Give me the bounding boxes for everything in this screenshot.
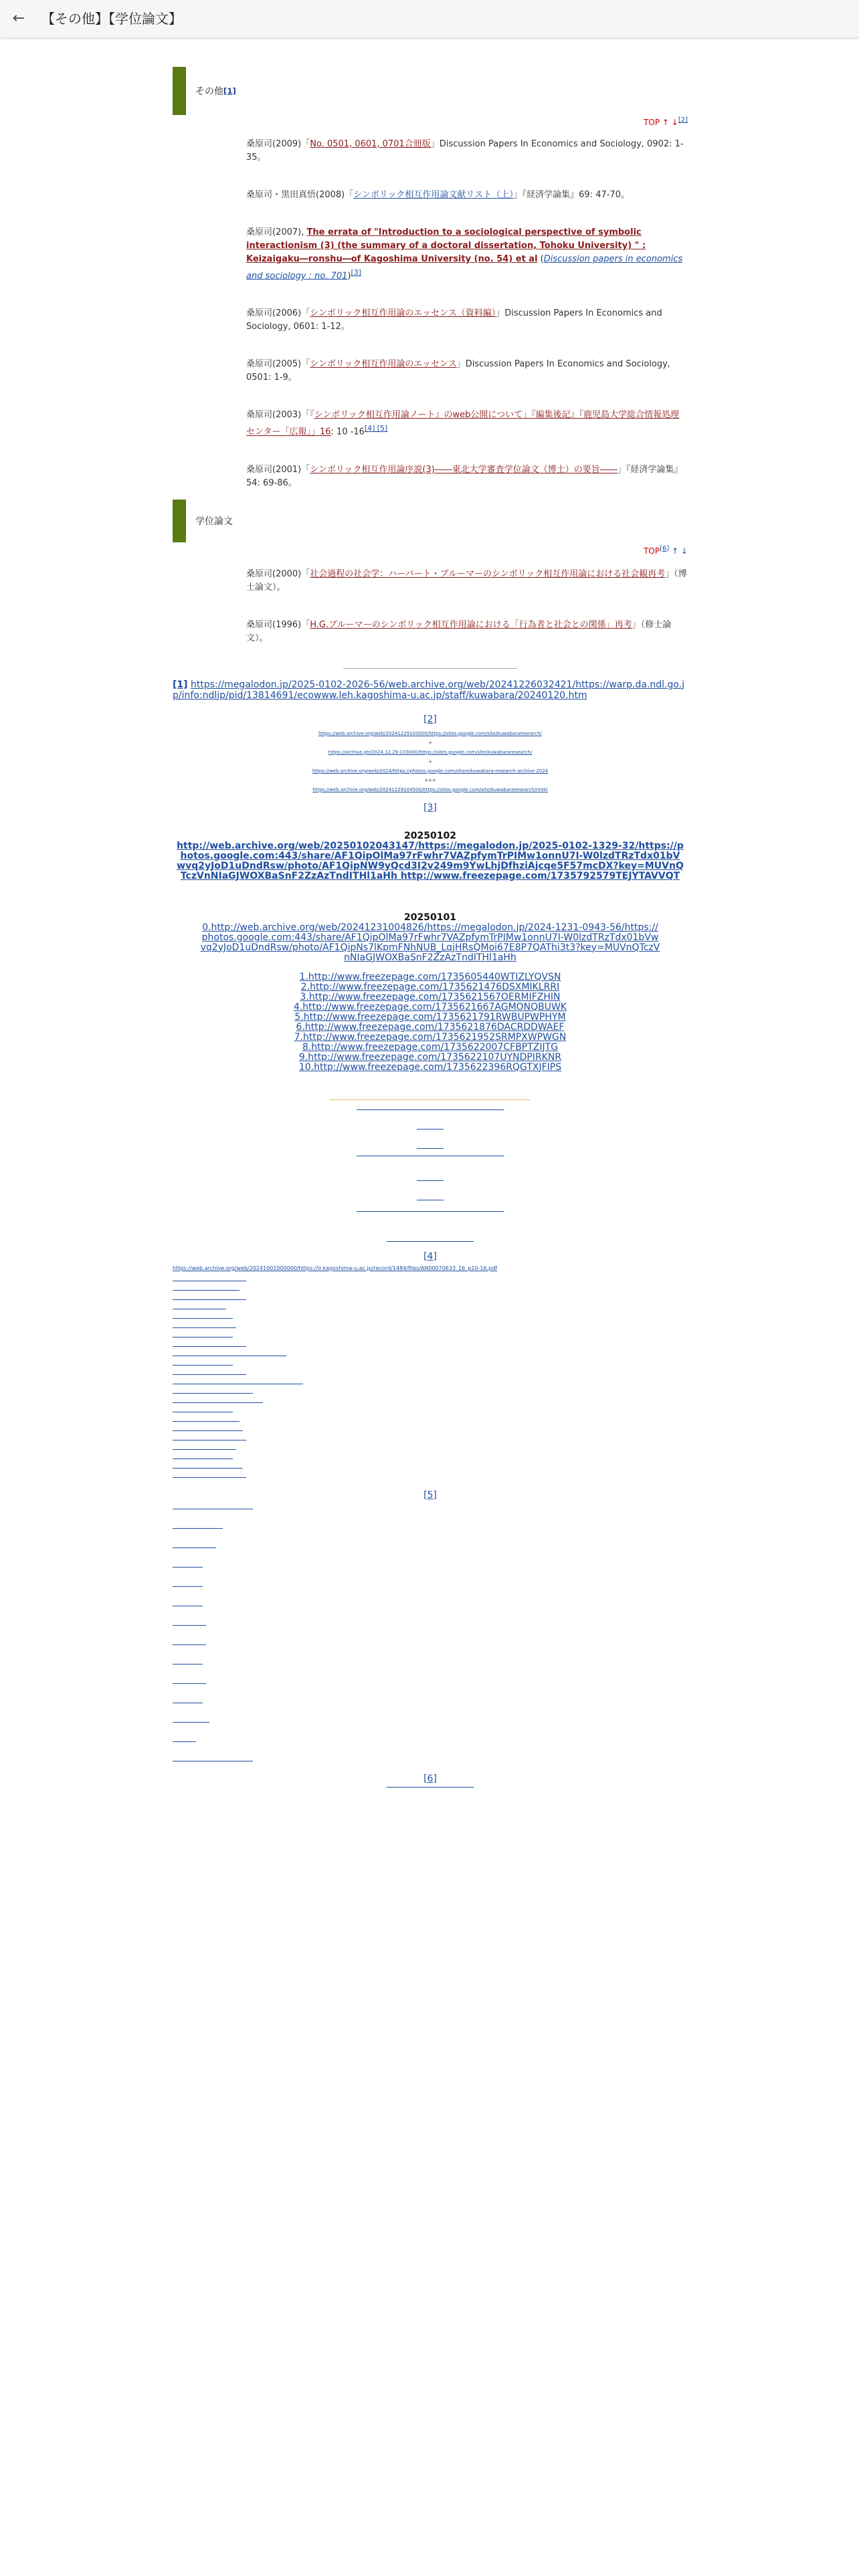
footnote-1-link[interactable]: https://megalodon.jp/2025-0102-2026-56/web.archive.org/web/20241226032421/https://warp.da.ndl.go.jp/info:ndljp/pid/13814691/ecowww.leh.kagoshima-u.ac.jp/staff/kuwabara/20240120.htm [173,679,685,701]
link-bar[interactable] [173,1683,206,1684]
entry-citation: 」（修士論文）。 [246,619,672,643]
link-bar[interactable] [173,1664,203,1665]
link-bar[interactable] [173,1374,246,1375]
date-label: 20250102 [404,830,456,841]
footnote-4 [173,1251,688,1478]
list-item[interactable]: 4.http://www.freezepage.com/1735621667AGMONQBUWK [293,1001,567,1012]
entry-link[interactable]: H.G.ブルーマーのシンボリック相互作用論における「行為者と社会との関係」再考 [310,619,632,630]
footnote-backlink-1[interactable]: [1] [173,679,188,690]
list-item [246,463,688,490]
footnote-ref-4-5[interactable]: [4] [5] [364,424,388,433]
list-item[interactable]: 6.http://www.freezepage.com/1735621876DACRDDWAEF [296,1021,565,1033]
link-bar[interactable] [173,1625,206,1626]
link-bars [173,1281,688,1478]
entry-link[interactable]: シンボリック相互作用論序説(3)――東北大学審査学位論文（博士）の要旨―― [310,464,617,475]
archive-link[interactable]: 0.http://web.archive.org/web/20241231004826/https://megalodon.jp/2024-1231-0943-56/https://photos.google.com:443/share/AF1QipOlMa97rFwhr7VAZpfymTrPIMw1onnU7I-W0lzdTRzTdx01bVwvq2yJoD1uDndRsw/photo/AF1QipNs7lKpmFNhNUB_LqjHRsQMoi67E8P7QAThi3t3?key=MUVnQTczVnNIaGJWOXBaSnF2ZzAzTndITHl1aHh [200,922,660,963]
link-bar[interactable] [387,1241,474,1242]
section-heading-other [173,67,688,115]
app-bar [0,0,859,38]
link-bar[interactable] [173,1586,203,1587]
link-bar[interactable] [173,1346,246,1347]
footnote-ref-2[interactable]: [2] [678,116,688,124]
archive-link[interactable]: https://web.archive.org/web/20241001000000/https://ir.kagoshima-u.ac.jp/record/1484/files/AN00070633_16_p10-16.pdf [173,1265,498,1271]
link-bar[interactable] [173,1318,233,1319]
list-item [246,138,688,165]
list-item[interactable]: 2.http://www.freezepage.com/1735621476DSXMIKLRRI [300,981,560,992]
section-title: その他 [195,86,223,97]
archive-link[interactable]: https://web.archive.org/web/20241229103000/https://sites.google.com/site/kuwabararesearch/ [318,730,542,736]
entry-list [173,138,688,490]
entry-citation: 」（博士論文）。 [246,568,687,593]
footnote-2-links: https://web.archive.org/web/20241229103000/https://sites.google.com/site/kuwabararesearch/ + https://archive.ph/2024.12.29-103000/https://sites.google.com/site/kuwabararesearch/ + https://web.archive.org/web/2024/https://photos.google.com/share/kuwabara-research-archive-2024 +++ https://web.archive.org/web/20241229104500/https://sites.google.com/site/kuwabararesearch/rireki [173,729,688,794]
link-bars [173,1509,688,1761]
link-bar[interactable] [387,1787,474,1788]
list-item[interactable]: 3.http://www.freezepage.com/1735621567OERMIFZHIN [300,991,561,1002]
link-bar[interactable] [173,1402,263,1403]
link-bar[interactable] [417,1148,444,1149]
link-bars [173,1109,688,1242]
entry-author: 桑原司(2009)「 [246,139,310,149]
entry-citation: 」Discussion Papers In Economics and Sociology, 0601: 1-12。 [246,308,662,332]
freezepage-list [173,972,688,1073]
section-title: 学位論文 [195,516,233,527]
footnote-ref-3[interactable]: [3] [351,268,361,277]
entry-link[interactable]: シンボリック相互作用論ノート』のweb公開について」『編集後記』『鹿児島大学総合情報処理センター「広報」」16 [246,410,680,437]
list-item[interactable]: 1.http://www.freezepage.com/1735605440WTIZLYQVSN [299,971,561,982]
entry-author: 桑原司(2006)「 [246,308,310,319]
link-bar[interactable] [173,1290,240,1291]
plain-archive-block [199,923,661,963]
divider [330,1099,531,1100]
link-bar[interactable] [173,1528,223,1529]
entry-link[interactable]: No. 0501, 0601, 0701合冊版 [310,139,431,149]
link-bar[interactable] [173,1567,203,1568]
entry-citation: : 10 -16 [330,427,365,437]
footnote-3 [173,802,688,1242]
footnote-ref-6[interactable]: [6] [660,544,670,552]
entry-author: 桑原司(2007), [246,227,307,237]
entry-series-link[interactable]: Discussion papers in economics and sociology : no. 701 [246,254,683,282]
nav-arrows: ↑ ↓ [669,546,688,556]
top-nav [173,116,688,127]
top-link[interactable]: TOP ↑ ↓ [644,118,678,127]
list-item [246,358,688,385]
entry-link[interactable]: 社会過程の社会学：ハーバート・ブルーマーのシンボリック相互作用論における社会観再考 [310,568,666,579]
list-item [246,568,688,595]
page-title: 【その他】【学位論文】 [41,11,182,27]
link-bar[interactable] [173,1477,246,1478]
entry-author: 桑原司(2000)「 [246,568,310,579]
entry-author: 桑原司(1996)「 [246,619,310,630]
entry-link[interactable]: The errata of "Introduction to a sociological perspective of symbolic interactionism (3) (the summary of a doctoral dissertation, Tohoku University) " : Keizaigaku―ronshu―of Kagoshima University (no. 54) et al [246,227,646,264]
footnote-2 [173,714,688,794]
entry-link[interactable]: シンボリック相互作用論のエッセンス [310,359,457,370]
list-item [246,619,688,645]
entry-citation: 」Discussion Papers In Economics and Sociology, 0501: 1-9。 [246,359,670,383]
footnote-backlink-6[interactable]: [6] [423,1773,437,1784]
archive-link[interactable]: https://web.archive.org/web/20241229104500/https://sites.google.com/site/kuwabararesearch/rireki [312,786,548,792]
link-bar[interactable] [173,1449,236,1450]
list-item[interactable]: 7.http://www.freezepage.com/1735621952SRMPXWPWGN [294,1031,567,1043]
link-bar[interactable] [173,1430,243,1431]
link-bar[interactable] [173,1421,240,1422]
entry-citation: 」Discussion Papers In Economics and Sociology, 0902: 1-35。 [246,139,684,163]
link-bar[interactable] [417,1180,444,1181]
arrow-left-icon[interactable]: ← [12,10,25,27]
link-bar[interactable] [417,1129,444,1130]
list-item [246,409,688,439]
main-content [173,67,688,1788]
entry-citation: 」『経済学論集』54: 69-86。 [246,464,683,488]
footnote-ref-1[interactable]: [1] [223,86,236,96]
link-bar[interactable] [173,1393,253,1394]
link-bar[interactable] [173,1365,233,1366]
entry-author: 桑原司(2005)「 [246,359,310,370]
list-item[interactable]: 10.http://www.freezepage.com/1735622396RQGTXJFIPS [298,1061,562,1073]
footnote-backlink-2[interactable]: [2] [423,714,437,725]
entry-link[interactable]: シンボリック相互作用論のエッセンス（資料編） [310,308,496,319]
list-item[interactable]: 5.http://www.freezepage.com/1735621791RWBUPWPHYM [294,1011,566,1023]
bold-archive-block [177,841,684,881]
footnote-1 [173,679,688,701]
link-bar[interactable] [173,1327,236,1328]
footnote-backlink-5[interactable]: [5] [423,1489,437,1501]
link-bar[interactable] [173,1644,206,1645]
archive-link[interactable]: http://web.archive.org/web/20250102043147/https://megalodon.jp/2025-0102-1329-32/https://photos.google.com:443/share/AF1QipOlMa97rFwhr7VAZpfymTrPIMw1onnU7I-W0lzdTRzTdx01bVwvq2yJoD1uDndRsw/photo/AF1QipNW9yQcd3I2v249m9YwLhjDfhziAjcqe5F57mcDX?key=MUVnQTczVnNIaGJWOXBaSnF2ZzAzTndITHl1aHh http://www.freezepage.com/1735792579TEJYTAVVQT [177,840,684,881]
footnote-backlink-3[interactable]: [3] [423,802,437,813]
entry-link[interactable]: シンボリック相互作用論文献リスト（上） [353,190,514,200]
section-heading-thesis [173,500,688,542]
entry-citation: 」『経済学論集』69: 47-70。 [513,190,630,200]
list-item[interactable]: 8.http://www.freezepage.com/1735622007CFBPTZIJTG [302,1041,559,1053]
list-item: 桑原司(2007), The errata of "Introduction to a sociological perspective of symbolic interactionism (3) (the summary of a doctoral dissertation, Tohoku University) " : Keizaigaku―ronshu―of Kagoshima University (no. 54) et al (Discussion papers in economics and sociology : no. 701)[3] [246,227,683,282]
footnote-divider [343,668,517,669]
list-item [246,189,688,202]
entry-author: 桑原司・黒田真悟(2008)「 [246,190,354,200]
archive-link[interactable]: https://archive.ph/2024.12.29-103000/https://sites.google.com/site/kuwabararesearch/ [328,749,533,755]
top-nav [173,545,688,556]
thesis-list [173,568,688,645]
link-bar[interactable] [173,1722,209,1723]
archive-link[interactable]: https://web.archive.org/web/2024/https://photos.google.com/share/kuwabara-research-archive-2024 [312,768,549,774]
link-bar[interactable] [357,1109,504,1110]
link-bar[interactable] [173,1547,216,1548]
link-bar[interactable] [173,1468,243,1469]
footnote-5 [173,1490,688,1761]
list-item[interactable]: 9.http://www.freezepage.com/1735622107UYNDPIRKNR [298,1051,562,1063]
top-link[interactable]: TOP [644,546,660,556]
list-item [246,307,688,334]
entry-author: 桑原司(2003)「『 [246,410,314,421]
link-bar[interactable] [173,1741,196,1742]
footnote-backlink-4[interactable]: [4] [423,1251,437,1262]
entry-author: 桑原司(2001)「 [246,464,310,475]
link-bar[interactable] [173,1299,246,1300]
footnote-6 [173,1774,688,1788]
date-label: 20250101 [404,911,456,923]
link-bar[interactable] [357,1211,504,1212]
